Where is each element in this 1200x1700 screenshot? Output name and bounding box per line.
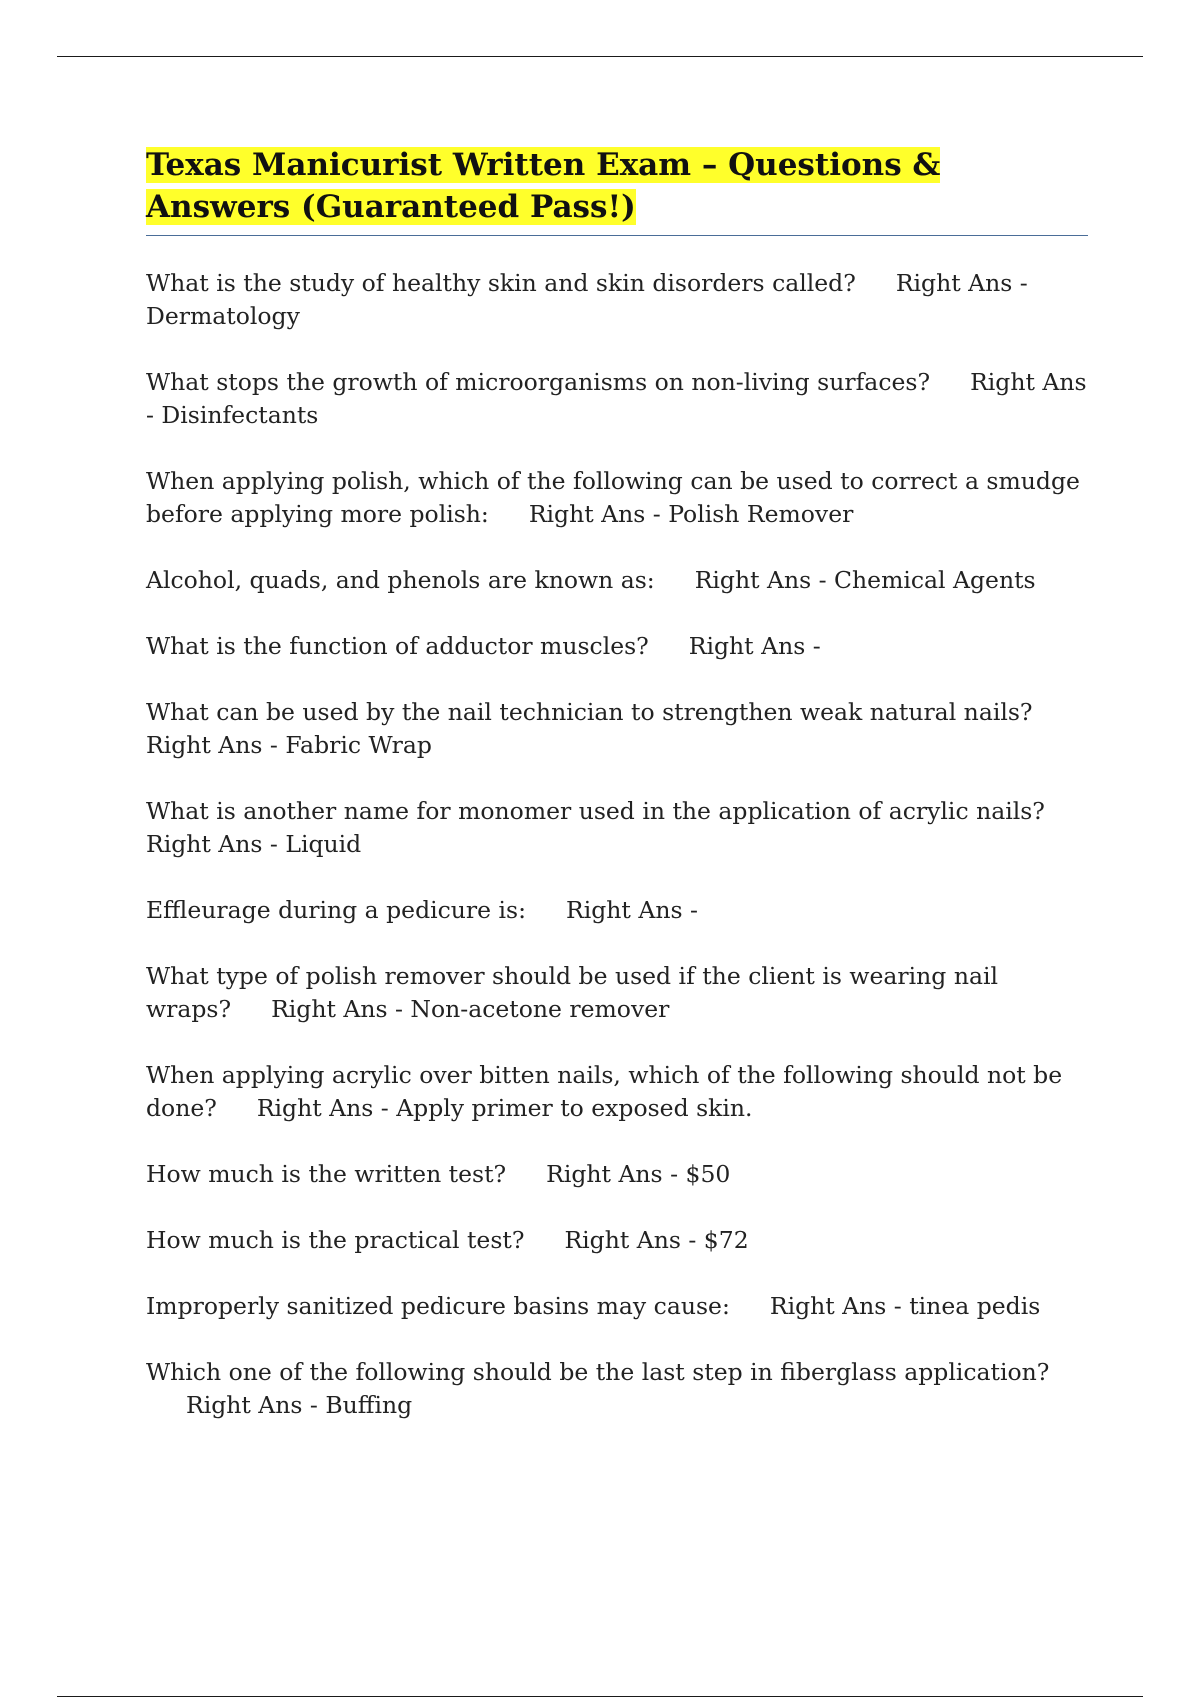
- answer-text: Right Ans - Liquid: [146, 830, 362, 858]
- question-text: What is another name for monomer used in the application of acrylic nails?: [146, 797, 1045, 825]
- answer-text: Right Ans - $50: [546, 1160, 731, 1188]
- qa-item: [146, 894, 1088, 927]
- qa-item: [146, 1224, 1088, 1257]
- answer-text: Right Ans - Non-acetone remover: [271, 995, 670, 1023]
- answer-text: Right Ans - Fabric Wrap: [146, 731, 432, 759]
- qa-item: [146, 960, 1088, 1026]
- question-text: Alcohol, quads, and phenols are known as:: [146, 566, 655, 594]
- question-text: Which one of the following should be the last step in fiberglass application?: [146, 1358, 1050, 1386]
- qa-item: [146, 696, 1088, 762]
- answer-text: Right Ans -: [688, 632, 821, 660]
- question-text: Improperly sanitized pedicure basins may cause:: [146, 1292, 730, 1320]
- answer-text: Right Ans - Disinfectants: [146, 368, 1087, 429]
- question-text: What can be used by the nail technician to strengthen weak natural nails?: [146, 698, 1033, 726]
- question-text: Effleurage during a pedicure is:: [146, 896, 527, 924]
- question-text: What type of polish remover should be used if the client is wearing nail wraps?: [146, 962, 999, 1023]
- answer-text: Right Ans - Apply primer to exposed skin.: [256, 1094, 753, 1122]
- question-text: How much is the written test?: [146, 1160, 507, 1188]
- question-text: How much is the practical test?: [146, 1226, 525, 1254]
- question-text: When applying acrylic over bitten nails, which of the following should not be done?: [146, 1061, 1063, 1122]
- qa-item: [146, 267, 1088, 333]
- question-text: When applying polish, which of the following can be used to correct a smudge before applying more polish:: [146, 467, 1080, 528]
- answer-text: Right Ans - Polish Remover: [528, 500, 854, 528]
- answer-text: Right Ans - Buffing: [186, 1391, 413, 1419]
- page-bottom-rule: [57, 1696, 1143, 1697]
- qa-list: [146, 267, 1088, 1422]
- question-text: What stops the growth of microorganisms on non-living surfaces?: [146, 368, 931, 396]
- question-text: What is the function of adductor muscles?: [146, 632, 649, 660]
- qa-item: [146, 630, 1088, 663]
- answer-text: Right Ans - Chemical Agents: [694, 566, 1036, 594]
- answer-text: Right Ans - $72: [564, 1226, 749, 1254]
- answer-text: Right Ans -: [566, 896, 698, 924]
- document-title: [146, 144, 1088, 228]
- question-text: What is the study of healthy skin and skin disorders called?: [146, 269, 856, 297]
- qa-item: [146, 465, 1088, 531]
- document-body: [146, 144, 1088, 1455]
- title-block: [146, 144, 1088, 236]
- qa-item: [146, 564, 1088, 597]
- qa-item: [146, 1290, 1088, 1323]
- page-top-rule: [57, 56, 1143, 57]
- qa-item: [146, 1356, 1088, 1422]
- qa-item: [146, 366, 1088, 432]
- qa-item: [146, 795, 1088, 861]
- qa-item: [146, 1158, 1088, 1191]
- title-highlight: Texas Manicurist Written Exam – Questions & Answers (Guaranteed Pass!): [146, 147, 941, 225]
- answer-text: Right Ans - Dermatology: [146, 269, 1028, 330]
- qa-item: [146, 1059, 1088, 1125]
- answer-text: Right Ans - tinea pedis: [769, 1292, 1041, 1320]
